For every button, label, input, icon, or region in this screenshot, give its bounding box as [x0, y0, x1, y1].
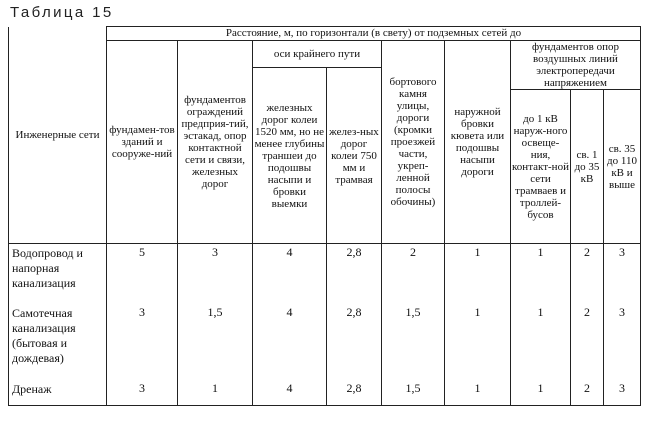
header-building-foundations: фундамен-тов зданий и сооруже-ний [107, 41, 178, 244]
header-power-line-group: фундаментов опор воздушных линий электропередачи напряжением [511, 41, 641, 90]
row-name: Самотечная канализация (бытовая и дождевая) [9, 304, 107, 380]
table-cell: 4 [253, 380, 327, 406]
table-cell: 3 [178, 244, 253, 304]
header-railway-750: желез-ных дорог колеи 750 мм и трамвая [327, 68, 382, 244]
table-cell: 1 [178, 380, 253, 406]
table-cell: 2,8 [327, 380, 382, 406]
table-cell: 1 [511, 304, 571, 380]
table-cell: 2 [382, 244, 445, 304]
table-cell: 1,5 [382, 304, 445, 380]
row-name: Водопровод и напорная канализация [9, 244, 107, 304]
header-over-35kv: св. 35 до 110 кВ и выше [604, 90, 641, 244]
table-cell: 1 [445, 380, 511, 406]
table-caption: Таблица 15 [10, 4, 114, 21]
header-from-1-to-35kv: св. 1 до 35 кВ [571, 90, 604, 244]
distance-table [8, 26, 641, 406]
table-cell: 4 [253, 244, 327, 304]
table-cell: 4 [253, 304, 327, 380]
header-ditch-edge: наружной бровки кювета или подошвы насыпи дороги [445, 41, 511, 244]
header-up-to-1kv: до 1 кВ наруж-ного освеще-ния, контакт-ной сети трамваев и троллей-бусов [511, 90, 571, 244]
table-cell: 1 [511, 244, 571, 304]
table-row [9, 380, 641, 406]
table-cell: 3 [604, 380, 641, 406]
header-track-axis-group: оси крайнего пути [253, 41, 382, 68]
row-name: Дренаж [9, 380, 107, 406]
table-cell: 2 [571, 380, 604, 406]
table-cell: 5 [107, 244, 178, 304]
table-cell: 3 [107, 380, 178, 406]
header-fence-foundations: фундаментов ограждений предприя-тий, эстакад, опор контактной сети и связи, железных дорог [178, 41, 253, 244]
table-cell: 3 [604, 304, 641, 380]
table-row [9, 304, 641, 380]
table-cell: 3 [107, 304, 178, 380]
table-cell: 2 [571, 304, 604, 380]
header-side-stone: бортового камня улицы, дороги (кромки проезжей части, укреп-ленной полосы обочины) [382, 41, 445, 244]
table-cell: 1,5 [382, 380, 445, 406]
header-engineering-networks: Инженерные сети [9, 27, 107, 244]
table-cell: 1,5 [178, 304, 253, 380]
table-row [9, 244, 641, 304]
table-cell: 1 [511, 380, 571, 406]
table-cell: 2,8 [327, 244, 382, 304]
table-cell: 2 [571, 244, 604, 304]
table-cell: 1 [445, 304, 511, 380]
header-distance-group: Расстояние, м, по горизонтали (в свету) от подземных сетей до [107, 27, 641, 41]
header-railway-1520: железных дорог колеи 1520 мм, но не менее глубины траншеи до подошвы насыпи и бровки выемки [253, 68, 327, 244]
table-cell: 2,8 [327, 304, 382, 380]
table-cell: 1 [445, 244, 511, 304]
table-cell: 3 [604, 244, 641, 304]
